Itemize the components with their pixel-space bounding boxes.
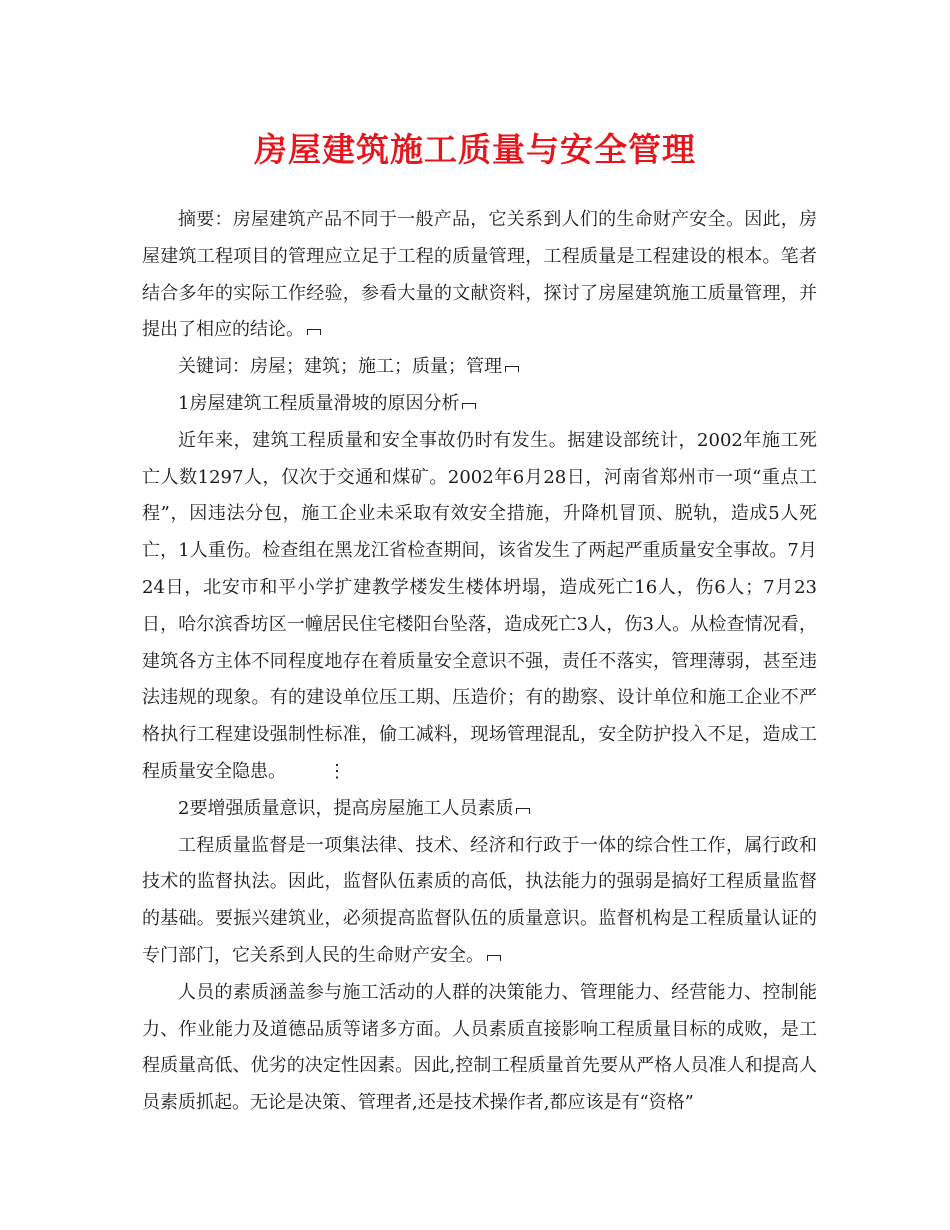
paragraph-text: 工程质量监督是一项集法律、技术、经济和行政于一体的综合性工作，属行政和技术的监督执法。因此，监督队伍素质的高低，执法能力的强弱是搞好工程质量监督的基础。要振兴建筑业，必须提高监督队伍的质量意识。监督机构是工程质量认证的专门部门，它关系到人民的生命财产安全。 — [142, 834, 817, 966]
body-paragraph — [142, 423, 817, 791]
paragraph-mark-icon — [486, 952, 502, 961]
section-heading-2 — [142, 791, 817, 828]
paragraph-text: 人员的素质涵盖参与施工活动的人群的决策能力、管理能力、经营能力、控制能力、作业能力及道德品质等诸多方面。人员素质直接影响工程质量目标的成败，是工程质量高低、优劣的决定性因素。因此,控制工程质量首先要从严格人员准人和提高人员素质抓起。无论是决策、管理者,还是技术操作者,都应该是有“资格” — [142, 981, 817, 1114]
paragraph-mark-icon — [306, 326, 322, 335]
heading-text: 2要增强质量意识，提高房屋施工人员素质 — [178, 797, 514, 819]
paragraph-text: 关键词：房屋；建筑；施工；质量；管理 — [178, 356, 502, 378]
paragraph-text: 摘要：房屋建筑产品不同于一般产品，它关系到人们的生命财产安全。因此，房屋建筑工程项目的管理应立足于工程的质量管理，工程质量是工程建设的根本。笔者结合多年的实际工作经验，参看大量的文献资料，探讨了房屋建筑施工质量管理，并提出了相应的结论。 — [142, 209, 817, 341]
body-paragraph — [142, 975, 817, 1122]
keywords-paragraph — [142, 349, 817, 386]
heading-text: 1房屋建筑工程质量滑坡的原因分析 — [178, 392, 460, 414]
paragraph-text: 近年来，建筑工程质量和安全事故仍时有发生。据建设部统计，2002年施工死亡人数1297人，仅次于交通和煤矿。2002年6月28日，河南省郑州市一项“重点工程”，因违法分包，施工企业未采取有效安全措施，升降机冒顶、脱轨，造成5人死亡，1人重伤。检查组在黑龙江省检查期间，该省发生了两起严重质量安全事故。7月24日，北安市和平小学扩建教学楼发生楼体坍塌，造成死亡16人，伤6人；7月23日，哈尔滨香坊区一幢居民住宅楼阳台坠落，造成死亡3人，伤3人。从检查情况看，建筑各方主体不同程度地存在着质量安全意识不强，责任不落实，管理薄弱，甚至违法违规的现象。有的建设单位压工期、压造价；有的勘察、设计单位和施工企业不严格执行工程建设强制性标准，偷工减料，现场管理混乱，安全防护投入不足，造成工程质量安全隐患。 — [142, 429, 817, 782]
paragraph-mark-icon — [461, 400, 477, 409]
document-title: 房屋建筑施工质量与安全管理 — [254, 130, 696, 169]
paragraph-suffix: ⋮ — [328, 760, 346, 782]
paragraph-mark-icon — [515, 805, 531, 814]
section-heading-1 — [142, 386, 817, 423]
paragraph-mark-icon — [504, 363, 520, 372]
document-body — [142, 202, 817, 1122]
body-paragraph — [142, 828, 817, 975]
abstract-paragraph — [142, 202, 817, 349]
